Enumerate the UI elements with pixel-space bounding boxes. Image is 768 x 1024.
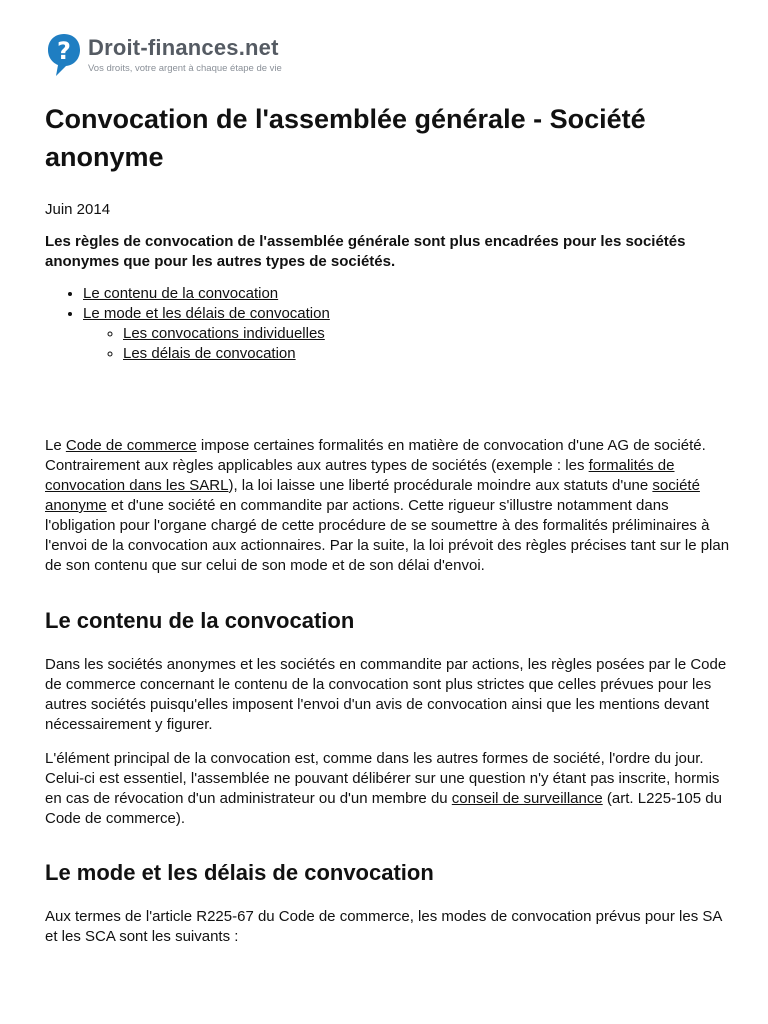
section-heading-contenu: Le contenu de la convocation xyxy=(45,608,355,633)
section-heading-mode: Le mode et les délais de convocation xyxy=(45,860,434,885)
text-span: L'élément principal de la convocation est, comme dans les autres formes de société, l'ordre du jour. Celui-ci est essentiel, l'assemblée ne pouvant délibérer sur une question n'y étant pas inscrite, hormis en cas de révocation d'un administrateur ou d'un membre du xyxy=(45,750,720,807)
paragraph-modes: Aux termes de l'article R225-67 du Code de commerce, les modes de convocation prévus pour les SA et les SCA sont les suivants : xyxy=(45,908,722,945)
page-title: Convocation de l'assemblée générale - Société anonyme xyxy=(45,104,646,172)
logo-name: Droit-finances.net xyxy=(88,35,279,60)
toc-link-contenu[interactable]: Le contenu de la convocation xyxy=(83,285,279,302)
site-logo[interactable] xyxy=(46,32,306,80)
text-span: ), la loi laisse une liberté procédurale moindre aux statuts d'une xyxy=(228,477,653,494)
logo-tagline: Vos droits, votre argent à chaque étape de vie xyxy=(88,63,282,74)
paragraph-contenu: Dans les sociétés anonymes et les sociétés en commandite par actions, les règles posées par le Code de commerce concernant le contenu de la convocation sont plus strictes que celles prévues pour les autres sociétés puisqu'elles imposent l'envoi d'un avis de convocation ainsi que les mentions devant nécessairement y figurer. xyxy=(45,656,727,733)
toc-link-convocations-individuelles[interactable]: Les convocations individuelles xyxy=(123,325,325,342)
toc-subitem xyxy=(123,344,730,364)
link-societe-anonyme[interactable]: société anonyme xyxy=(45,477,700,514)
paragraph-code-commerce xyxy=(45,436,730,576)
toc-link-mode[interactable]: Le mode et les délais de convocation xyxy=(83,305,330,322)
publish-date: Juin 2014 xyxy=(45,201,111,218)
text-span: et d'une société en commandite par actions. Cette rigueur s'illustre notamment dans l'obligation pour l'organe chargé de cette procédure de se soumettre à des formalités préliminaires à l'envoi de la convocation aux actionnaires. Par la suite, la loi prévoit des règles précises tant sur le plan de son contenu que sur celui de son mode et de son délai d'envoi. xyxy=(45,497,730,574)
intro-paragraph: Les règles de convocation de l'assemblée générale sont plus encadrées pour les sociétés anonymes que pour les autres types de sociétés. xyxy=(45,233,686,270)
toc-item xyxy=(83,304,730,364)
link-code-de-commerce[interactable]: Code de commerce xyxy=(65,437,197,454)
paragraph-ordre-du-jour xyxy=(45,749,730,829)
article xyxy=(45,100,730,947)
toc-item xyxy=(83,284,730,304)
link-conseil-de-surveillance[interactable]: conseil de surveillance xyxy=(451,790,603,807)
text-span: (art. L225-105 du Code de commerce). xyxy=(45,790,722,827)
svg-text:?: ? xyxy=(57,37,71,65)
question-bubble-icon xyxy=(46,32,82,78)
toc-sublist xyxy=(83,324,730,364)
text-span: Le xyxy=(45,437,66,454)
toc-subitem xyxy=(123,324,730,344)
toc-link-delais[interactable]: Les délais de convocation xyxy=(123,345,296,362)
link-formalites-sarl[interactable]: formalités de convocation dans les SARL xyxy=(45,457,675,494)
table-of-contents xyxy=(45,284,730,364)
text-span: impose certaines formalités en matière de convocation d'une AG de société. Contrairement aux règles applicables aux autres types de sociétés (exemple : les xyxy=(45,437,706,474)
